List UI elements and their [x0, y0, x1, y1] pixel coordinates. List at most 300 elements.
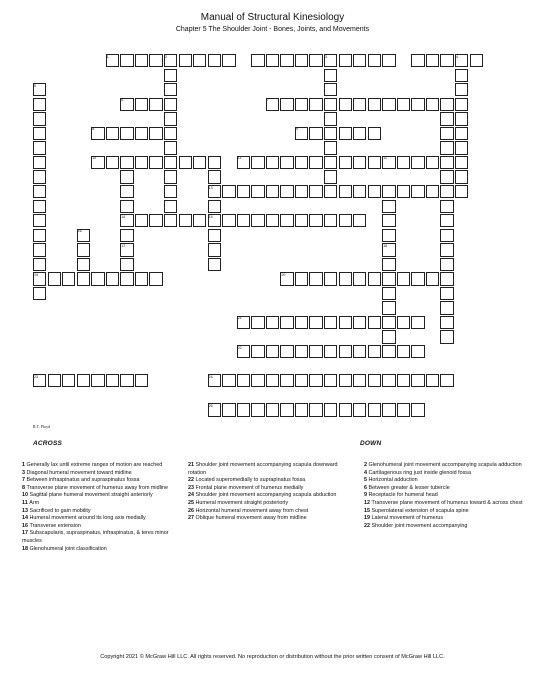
crossword-cell[interactable]	[309, 98, 322, 111]
crossword-cell[interactable]	[208, 200, 221, 213]
crossword-cell[interactable]	[251, 214, 264, 227]
clue-text: Superolateral extension of scapula spine	[371, 507, 469, 514]
crossword-cell[interactable]	[368, 156, 381, 169]
crossword-cell[interactable]	[353, 345, 366, 358]
clue-item	[22, 546, 182, 554]
clue-number: 23	[188, 484, 196, 491]
crossword-cell[interactable]	[324, 156, 337, 169]
crossword-cell[interactable]	[368, 316, 381, 329]
crossword-cell[interactable]	[208, 243, 221, 256]
clue-text: Arm	[29, 499, 40, 506]
crossword-cell[interactable]	[280, 345, 293, 358]
crossword-cell[interactable]	[179, 214, 192, 227]
crossword-cell[interactable]	[426, 374, 439, 387]
crossword-cell[interactable]	[382, 374, 395, 387]
crossword-cell[interactable]	[33, 287, 46, 300]
clue-item	[22, 530, 182, 545]
cell-number: 23	[34, 374, 38, 379]
crossword-cell[interactable]	[324, 112, 337, 125]
crossword-cell[interactable]	[324, 374, 337, 387]
crossword-cell[interactable]	[426, 54, 439, 67]
crossword-cell[interactable]	[266, 185, 279, 198]
crossword-cell[interactable]	[382, 403, 395, 416]
crossword-cell[interactable]	[33, 127, 46, 140]
crossword-cell[interactable]	[251, 54, 264, 67]
crossword-cell[interactable]	[266, 374, 279, 387]
crossword-cell[interactable]	[149, 156, 162, 169]
crossword-cell[interactable]	[440, 301, 453, 314]
crossword-cell[interactable]	[440, 229, 453, 242]
crossword-cell[interactable]	[222, 214, 235, 227]
crossword-cell[interactable]	[455, 170, 468, 183]
crossword-cell[interactable]	[324, 127, 337, 140]
crossword-cell[interactable]	[440, 141, 453, 154]
crossword-cell[interactable]	[251, 374, 264, 387]
crossword-cell[interactable]	[120, 200, 133, 213]
crossword-cell[interactable]	[135, 127, 148, 140]
crossword-cell[interactable]	[440, 258, 453, 271]
crossword-cell[interactable]	[397, 98, 410, 111]
crossword-cell[interactable]	[251, 156, 264, 169]
crossword-cell[interactable]	[324, 83, 337, 96]
crossword-cell[interactable]	[33, 229, 46, 242]
crossword-cell[interactable]	[222, 374, 235, 387]
crossword-cell[interactable]	[164, 112, 177, 125]
clue-item	[22, 508, 182, 516]
crossword-cell[interactable]	[106, 156, 119, 169]
crossword-cell[interactable]	[295, 214, 308, 227]
crossword-cell[interactable]	[368, 98, 381, 111]
crossword-cell[interactable]	[440, 127, 453, 140]
clue-item	[22, 470, 182, 478]
crossword-cell[interactable]	[208, 258, 221, 271]
crossword-cell[interactable]	[77, 258, 90, 271]
cell-number: 18	[383, 243, 388, 248]
crossword-cell[interactable]	[353, 214, 366, 227]
crossword-cell[interactable]	[120, 127, 133, 140]
crossword-cell[interactable]	[135, 156, 148, 169]
crossword-cell[interactable]	[455, 83, 468, 96]
crossword-cell[interactable]	[440, 156, 453, 169]
crossword-cell[interactable]	[353, 98, 366, 111]
crossword-cell[interactable]	[77, 374, 90, 387]
crossword-cell[interactable]	[33, 112, 46, 125]
crossword-cell[interactable]	[106, 272, 119, 285]
crossword-cell[interactable]	[309, 345, 322, 358]
crossword-cell[interactable]	[237, 214, 250, 227]
crossword-cell[interactable]	[397, 272, 410, 285]
crossword-cell[interactable]	[135, 272, 148, 285]
crossword-cell[interactable]	[426, 98, 439, 111]
clue-item	[364, 477, 534, 485]
crossword-cell[interactable]	[309, 185, 322, 198]
crossword-cell[interactable]	[353, 54, 366, 67]
crossword-cell[interactable]	[440, 214, 453, 227]
crossword-cell[interactable]	[382, 301, 395, 314]
crossword-cell[interactable]	[164, 83, 177, 96]
crossword-cell[interactable]	[411, 98, 424, 111]
crossword-cell[interactable]	[440, 243, 453, 256]
crossword-cell[interactable]	[120, 229, 133, 242]
crossword-cell[interactable]	[324, 345, 337, 358]
clue-item	[22, 492, 182, 500]
clue-number: 18	[22, 545, 30, 552]
crossword-cell[interactable]	[33, 185, 46, 198]
crossword-cell[interactable]	[368, 345, 381, 358]
crossword-cell[interactable]	[440, 200, 453, 213]
crossword-cell[interactable]	[382, 330, 395, 343]
crossword-cell[interactable]	[120, 258, 133, 271]
crossword-cell[interactable]	[280, 98, 293, 111]
crossword-cell[interactable]	[470, 54, 483, 67]
crossword-cell[interactable]	[251, 316, 264, 329]
crossword-cell[interactable]	[33, 214, 46, 227]
crossword-cell[interactable]	[309, 403, 322, 416]
crossword-cell[interactable]	[411, 345, 424, 358]
crossword-cell[interactable]	[324, 214, 337, 227]
crossword-cell[interactable]	[382, 200, 395, 213]
crossword-cell[interactable]	[120, 185, 133, 198]
crossword-cell[interactable]	[33, 258, 46, 271]
clue-number: 17	[22, 530, 30, 537]
crossword-cell[interactable]	[339, 403, 352, 416]
crossword-cell[interactable]	[353, 127, 366, 140]
crossword-cell[interactable]	[368, 272, 381, 285]
crossword-cell[interactable]	[455, 69, 468, 82]
crossword-cell[interactable]	[397, 345, 410, 358]
crossword-cell[interactable]	[339, 345, 352, 358]
crossword-cell[interactable]	[135, 214, 148, 227]
crossword-cell[interactable]	[208, 156, 221, 169]
crossword-cell[interactable]	[411, 403, 424, 416]
clue-text: Transverse extension	[29, 522, 81, 529]
crossword-cell[interactable]	[62, 374, 75, 387]
crossword-cell[interactable]	[382, 287, 395, 300]
crossword-cell[interactable]	[426, 272, 439, 285]
crossword-cell[interactable]	[440, 316, 453, 329]
crossword-cell[interactable]	[48, 272, 61, 285]
crossword-cell[interactable]	[295, 54, 308, 67]
crossword-cell[interactable]	[33, 200, 46, 213]
crossword-cell[interactable]	[440, 185, 453, 198]
clue-item	[22, 462, 182, 470]
crossword-cell[interactable]	[309, 316, 322, 329]
crossword-cell[interactable]	[368, 185, 381, 198]
crossword-cell[interactable]	[440, 170, 453, 183]
crossword-cell[interactable]	[368, 127, 381, 140]
crossword-cell[interactable]	[280, 185, 293, 198]
crossword-cell[interactable]	[120, 374, 133, 387]
crossword-cell[interactable]	[251, 403, 264, 416]
crossword-cell[interactable]	[164, 98, 177, 111]
crossword-cell[interactable]	[280, 403, 293, 416]
crossword-cell[interactable]	[397, 185, 410, 198]
crossword-cell[interactable]	[33, 156, 46, 169]
crossword-cell[interactable]	[382, 229, 395, 242]
cell-number: 17	[121, 243, 126, 248]
crossword-cell[interactable]	[309, 374, 322, 387]
crossword-cell[interactable]	[382, 258, 395, 271]
crossword-cell[interactable]	[295, 374, 308, 387]
crossword-cell[interactable]	[397, 374, 410, 387]
author-credit: R.T. Floyd	[33, 424, 51, 429]
crossword-cell[interactable]	[339, 98, 352, 111]
crossword-cell[interactable]	[135, 54, 148, 67]
crossword-cell[interactable]	[135, 98, 148, 111]
crossword-cell[interactable]	[149, 98, 162, 111]
crossword-cell[interactable]	[309, 214, 322, 227]
crossword-cell[interactable]	[120, 156, 133, 169]
cell-number: 14	[121, 214, 126, 219]
crossword-cell[interactable]	[33, 243, 46, 256]
clue-item	[22, 523, 182, 531]
crossword-cell[interactable]	[397, 156, 410, 169]
clue-number: 1	[22, 462, 27, 468]
crossword-cell[interactable]	[455, 112, 468, 125]
crossword-cell[interactable]	[120, 54, 133, 67]
clue-item	[188, 462, 356, 477]
crossword-cell[interactable]	[368, 403, 381, 416]
crossword-cell[interactable]	[295, 345, 308, 358]
crossword-cell[interactable]	[120, 272, 133, 285]
crossword-cell[interactable]	[382, 54, 395, 67]
crossword-cell[interactable]	[149, 54, 162, 67]
crossword-cell[interactable]	[164, 156, 177, 169]
clue-number: 24	[188, 492, 196, 499]
cell-number: 9	[295, 127, 298, 132]
crossword-cell[interactable]	[382, 98, 395, 111]
crossword-cell[interactable]	[339, 316, 352, 329]
crossword-cell[interactable]	[266, 316, 279, 329]
crossword-cell[interactable]	[324, 69, 337, 82]
crossword-cell[interactable]	[120, 170, 133, 183]
crossword-cell[interactable]	[440, 54, 453, 67]
crossword-cell[interactable]	[353, 403, 366, 416]
crossword-cell[interactable]	[353, 272, 366, 285]
clue-text: Between infraspinatus and supraspinatus fossa	[26, 477, 140, 484]
clue-item	[364, 462, 534, 470]
clue-number: 25	[188, 499, 196, 506]
crossword-cell[interactable]	[309, 156, 322, 169]
clue-text: Humeral movement around its long axis medially	[29, 515, 146, 522]
crossword-cell[interactable]	[324, 141, 337, 154]
crossword-cell[interactable]	[440, 98, 453, 111]
crossword-cell[interactable]	[106, 127, 119, 140]
clue-item	[364, 485, 534, 493]
clue-number: 2	[364, 462, 369, 468]
crossword-cell[interactable]	[324, 185, 337, 198]
clue-number: 26	[188, 507, 196, 514]
crossword-cell[interactable]	[411, 272, 424, 285]
crossword-cell[interactable]	[324, 272, 337, 285]
cell-number: 2	[165, 54, 167, 59]
crossword-cell[interactable]	[339, 54, 352, 67]
crossword-cell[interactable]	[353, 156, 366, 169]
crossword-cell[interactable]	[382, 316, 395, 329]
crossword-cell[interactable]	[295, 272, 308, 285]
down-heading: DOWN	[360, 440, 382, 447]
crossword-cell[interactable]	[164, 185, 177, 198]
crossword-cell[interactable]	[324, 170, 337, 183]
clue-item	[188, 508, 356, 516]
clue-text: Shoulder joint movement accompanying	[371, 522, 468, 529]
clue-text: Generally lax until extreme ranges of motion are reached	[26, 462, 163, 468]
clue-text: Subscapularis, supraspinatus, infraspinatus, & teres minor muscles	[22, 530, 169, 544]
crossword-cell[interactable]	[193, 214, 206, 227]
cell-number: 1	[106, 54, 109, 59]
clue-number: 12	[364, 499, 372, 506]
crossword-cell[interactable]	[266, 403, 279, 416]
cell-number: 7	[266, 98, 269, 103]
clue-text: Frontal plane movement of humerus medially	[195, 484, 304, 491]
crossword-cell[interactable]	[222, 54, 235, 67]
crossword-cell[interactable]	[411, 156, 424, 169]
crossword-cell[interactable]	[164, 170, 177, 183]
crossword-cell[interactable]	[382, 272, 395, 285]
crossword-cell[interactable]	[295, 156, 308, 169]
crossword-cell[interactable]	[237, 374, 250, 387]
clue-item	[364, 508, 534, 516]
crossword-cell[interactable]	[48, 374, 61, 387]
crossword-cell[interactable]	[222, 403, 235, 416]
crossword-cell[interactable]	[280, 316, 293, 329]
crossword-cell[interactable]	[309, 54, 322, 67]
crossword-cell[interactable]	[368, 374, 381, 387]
crossword-cell[interactable]	[164, 127, 177, 140]
crossword-cell[interactable]	[33, 98, 46, 111]
crossword-cell[interactable]	[164, 200, 177, 213]
crossword-cell[interactable]	[411, 316, 424, 329]
crossword-cell[interactable]	[295, 185, 308, 198]
crossword-cell[interactable]	[106, 374, 119, 387]
crossword-cell[interactable]	[91, 374, 104, 387]
crossword-cell[interactable]	[280, 156, 293, 169]
clue-item	[22, 500, 182, 508]
clue-number: 10	[22, 492, 30, 499]
crossword-cell[interactable]	[149, 272, 162, 285]
cell-number: 3	[325, 54, 327, 59]
crossword-cell[interactable]	[353, 316, 366, 329]
crossword-cell[interactable]	[324, 316, 337, 329]
clue-number: 8	[22, 484, 27, 491]
crossword-cell[interactable]	[426, 156, 439, 169]
crossword-cell[interactable]	[440, 374, 453, 387]
crossword-cell[interactable]	[309, 272, 322, 285]
crossword-cell[interactable]	[280, 214, 293, 227]
crossword-cell[interactable]	[440, 330, 453, 343]
crossword-cell[interactable]	[339, 214, 352, 227]
crossword-cell[interactable]	[280, 374, 293, 387]
crossword-cell[interactable]	[237, 185, 250, 198]
crossword-cell[interactable]	[455, 156, 468, 169]
crossword-cell[interactable]	[353, 374, 366, 387]
clue-item	[22, 485, 182, 493]
crossword-cell[interactable]	[135, 374, 148, 387]
crossword-cell[interactable]	[368, 54, 381, 67]
crossword-cell[interactable]	[440, 112, 453, 125]
crossword-cell[interactable]	[266, 214, 279, 227]
clue-item	[364, 492, 534, 500]
crossword-cell[interactable]	[426, 185, 439, 198]
crossword-cell[interactable]	[208, 229, 221, 242]
crossword-cell[interactable]	[77, 243, 90, 256]
crossword-cell[interactable]	[91, 272, 104, 285]
crossword-cell[interactable]	[33, 141, 46, 154]
crossword-cell[interactable]	[339, 374, 352, 387]
crossword-cell[interactable]	[222, 185, 235, 198]
crossword-cell[interactable]	[266, 54, 279, 67]
crossword-cell[interactable]	[149, 214, 162, 227]
crossword-cell[interactable]	[295, 403, 308, 416]
crossword-cell[interactable]	[397, 316, 410, 329]
crossword-cell[interactable]	[179, 156, 192, 169]
crossword-cell[interactable]	[411, 54, 424, 67]
crossword-cell[interactable]	[339, 185, 352, 198]
crossword-cell[interactable]	[251, 185, 264, 198]
cell-number: 12	[383, 156, 388, 161]
cell-number: 8	[92, 127, 95, 132]
crossword-cell[interactable]	[411, 374, 424, 387]
crossword-cell[interactable]	[295, 316, 308, 329]
crossword-cell[interactable]	[382, 185, 395, 198]
crossword-cell[interactable]	[208, 54, 221, 67]
crossword-cell[interactable]	[339, 127, 352, 140]
crossword-cell[interactable]	[339, 272, 352, 285]
down-clues-column	[364, 462, 534, 530]
crossword-cell[interactable]	[193, 54, 206, 67]
crossword-cell[interactable]	[455, 98, 468, 111]
crossword-cell[interactable]	[149, 127, 162, 140]
crossword-cell[interactable]	[295, 98, 308, 111]
crossword-cell[interactable]	[324, 98, 337, 111]
crossword-cell[interactable]	[455, 185, 468, 198]
crossword-cell[interactable]	[411, 185, 424, 198]
clue-number: 14	[22, 515, 30, 522]
crossword-cell[interactable]	[33, 170, 46, 183]
crossword-cell[interactable]	[440, 287, 453, 300]
crossword-cell[interactable]	[266, 345, 279, 358]
crossword-cell[interactable]	[266, 156, 279, 169]
crossword-cell[interactable]	[251, 345, 264, 358]
crossword-cell[interactable]	[164, 214, 177, 227]
crossword-cell[interactable]	[179, 54, 192, 67]
crossword-cell[interactable]	[208, 170, 221, 183]
page-title: Manual of Structural Kinesiology	[200, 12, 345, 23]
crossword-cell[interactable]	[280, 54, 293, 67]
crossword-cell[interactable]	[164, 69, 177, 82]
clue-number: 13	[22, 507, 30, 514]
clue-number: 22	[364, 522, 372, 529]
crossword-cell[interactable]	[77, 272, 90, 285]
crossword-cell[interactable]	[440, 272, 453, 285]
crossword-cell[interactable]	[324, 403, 337, 416]
crossword-cell[interactable]	[164, 141, 177, 154]
clue-number: 11	[22, 499, 30, 506]
across-clues-column-2	[188, 462, 356, 523]
crossword-cell[interactable]	[353, 185, 366, 198]
crossword-cell[interactable]	[339, 156, 352, 169]
cell-number: 20	[281, 272, 286, 277]
crossword-cell[interactable]	[455, 127, 468, 140]
crossword-cell[interactable]	[397, 403, 410, 416]
crossword-cell[interactable]	[193, 156, 206, 169]
crossword-cell[interactable]	[237, 403, 250, 416]
crossword-cell[interactable]	[309, 127, 322, 140]
crossword-cell[interactable]	[382, 214, 395, 227]
crossword-cell[interactable]	[382, 345, 395, 358]
crossword-cell[interactable]	[62, 272, 75, 285]
crossword-cell[interactable]	[455, 141, 468, 154]
